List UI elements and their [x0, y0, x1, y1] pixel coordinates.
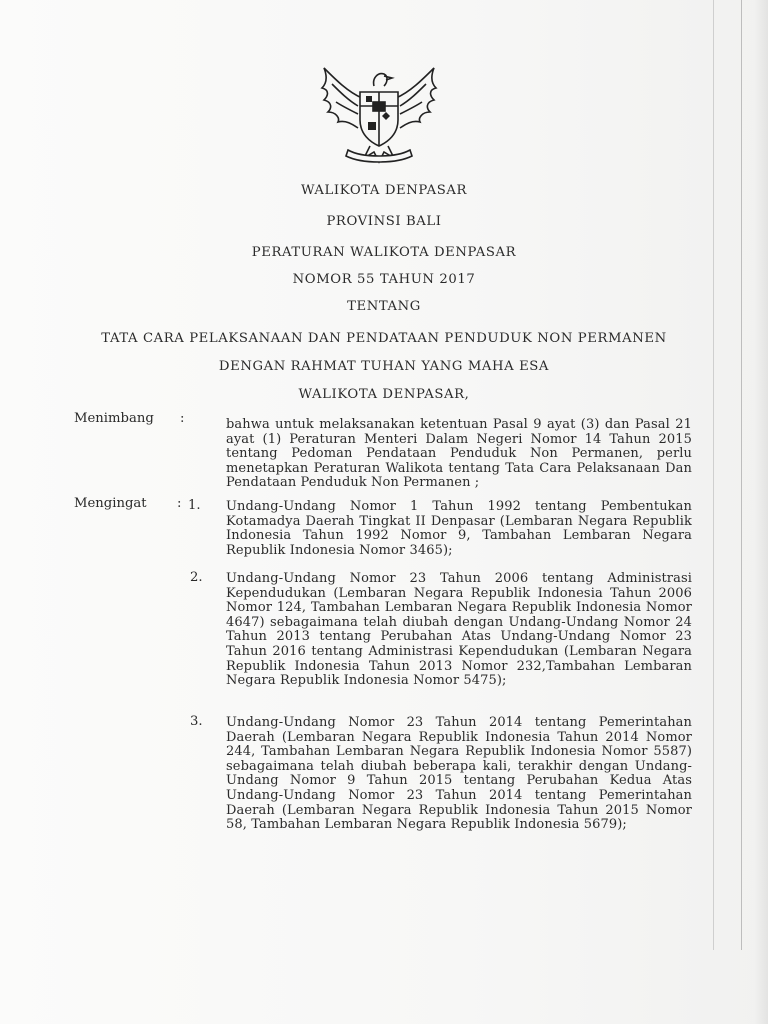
regulation-subject: TATA CARA PELAKSANAAN DAN PENDATAAN PENDUDUK NON PERMANEN	[101, 331, 667, 346]
list-item-text: Undang-Undang Nomor 23 Tahun 2014 tentang Pemerintahan Daerah (Lembaran Negara Republik Indonesia Tahun 2014 Nomor 244, Tambahan Lembaran Negara Republik Indonesia Nomor 5587) sebagaimana telah diubah beberapa kali, terakhir dengan Undang-Undang Nomor 9 Tahun 2015 tentang Perubahan Kedua Atas Undang-Undang Nomor 23 Tahun 2014 tentang Pemerintahan Daerah (Lembaran Negara Republik Indonesia Tahun 2015 Nomor 58, Tambahan Lembaran Negara Republik Indonesia 5679);	[226, 715, 692, 833]
menimbang-label: Menimbang	[74, 411, 154, 426]
tentang-label: TENTANG	[347, 299, 421, 314]
regulation-number: NOMOR 55 TAHUN 2017	[292, 272, 476, 287]
mengingat-label: Mengingat	[74, 496, 147, 511]
page-edge-line	[713, 0, 714, 950]
list-item-number: 2.	[190, 570, 203, 585]
list-item-number: 1.	[188, 498, 201, 513]
garuda-pancasila-emblem-icon	[318, 62, 440, 166]
mengingat-colon: :	[177, 496, 182, 511]
preamble-line: DENGAN RAHMAT TUHAN YANG MAHA ESA	[218, 359, 550, 374]
list-item-text: Undang-Undang Nomor 1 Tahun 1992 tentang Pembentukan Kotamadya Daerah Tingkat II Denpasar (Lembaran Negara Republik Indonesia Tahun 1992 Nomor 9, Tambahan Lembaran Negara Republik Indonesia Nomor 3465);	[226, 499, 692, 558]
page-edge-shadow	[754, 0, 768, 1024]
menimbang-text: bahwa untuk melaksanakan ketentuan Pasal 9 ayat (3) dan Pasal 21 ayat (1) Peraturan Menteri Dalam Negeri Nomor 14 Tahun 2015 tentang Pedoman Pendataan Penduduk Non Permanen, perlu menetapkan Peraturan Walikota tentang Tata Cara Pelaksanaan Dan Pendataan Penduduk Non Permanen ;	[226, 417, 692, 491]
issuer-signature-line: WALIKOTA DENPASAR,	[298, 387, 470, 402]
issuer-title: WALIKOTA DENPASAR	[300, 183, 468, 198]
regulation-title: PERATURAN WALIKOTA DENPASAR	[251, 245, 517, 260]
province-title: PROVINSI BALI	[326, 214, 442, 229]
menimbang-colon: :	[180, 411, 185, 426]
list-item-text: Undang-Undang Nomor 23 Tahun 2006 tentang Administrasi Kependudukan (Lembaran Negara Republik Indonesia Tahun 2006 Nomor 124, Tambahan Lembaran Negara Republik Indonesia Nomor 4647) sebagaimana telah diubah dengan Undang-Undang Nomor 24 Tahun 2013 tentang Perubahan Atas Undang-Undang Nomor 23 Tahun 2016 tentang Administrasi Kependudukan (Lembaran Negara Republik Indonesia Tahun 2013 Nomor 232,Tambahan Lembaran Negara Republik Indonesia Nomor 5475);	[226, 571, 692, 689]
page-edge-line	[741, 0, 742, 950]
list-item-number: 3.	[190, 714, 203, 729]
